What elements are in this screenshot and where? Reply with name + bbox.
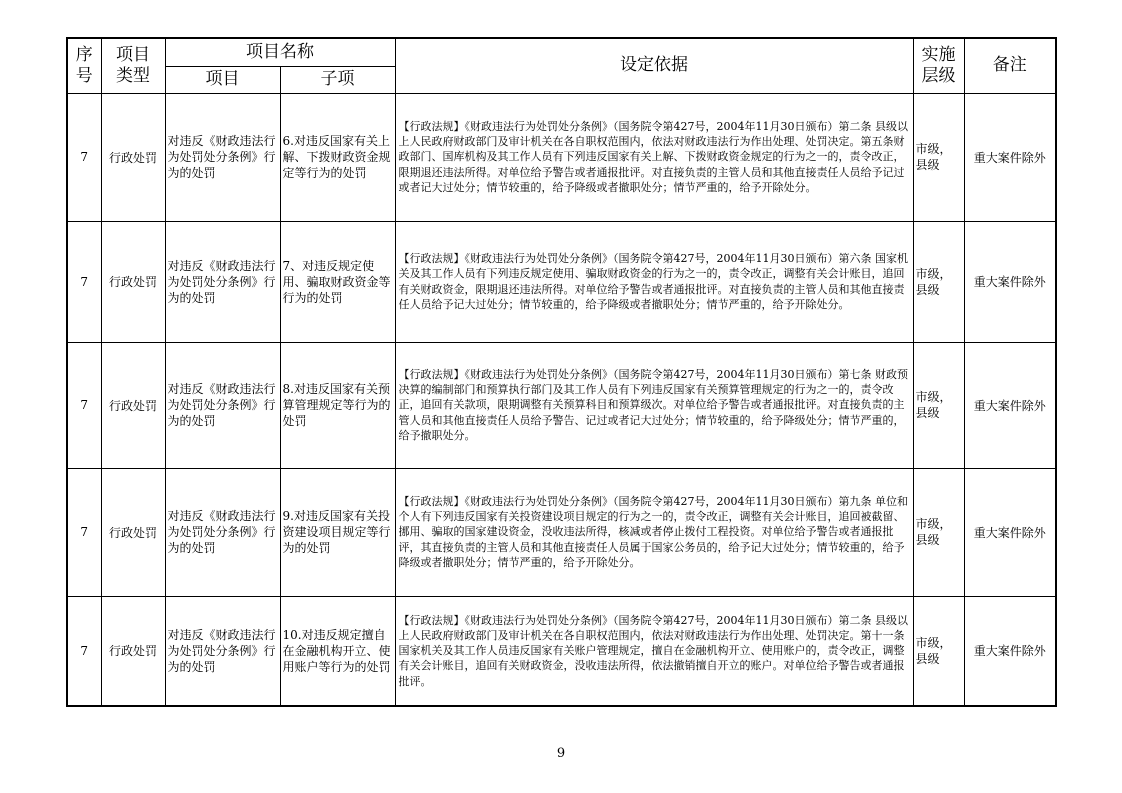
header-name-group: 项目名称 — [165, 38, 395, 66]
table-row — [67, 93, 1056, 221]
table-row — [67, 342, 1056, 468]
header-row-1 — [67, 38, 1056, 66]
row-remark: 重大案件除外 — [964, 596, 1056, 706]
row-item: 对违反《财政违法行为处罚处分条例》行为的处罚 — [165, 221, 280, 342]
row-subitem: 10.对违反规定擅自在金融机构开立、使用账户等行为的处罚 — [280, 596, 395, 706]
row-seq: 7 — [67, 93, 101, 221]
header-subitem: 子项 — [280, 66, 395, 93]
row-item: 对违反《财政违法行为处罚处分条例》行为的处罚 — [165, 93, 280, 221]
header-item: 项目 — [165, 66, 280, 93]
row-subitem: 9.对违反国家有关投资建设项目规定等行为的处罚 — [280, 468, 395, 596]
row-level: 市级，县级 — [913, 221, 964, 342]
row-seq: 7 — [67, 221, 101, 342]
table-row — [67, 468, 1056, 596]
row-level: 市级，县级 — [913, 468, 964, 596]
header-remark: 备注 — [964, 38, 1056, 93]
row-basis: 【行政法规】《财政违法行为处罚处分条例》（国务院令第427号，2004年11月30日颁布）第七条 财政预决算的编制部门和预算执行部门及其工作人员有下列违反国家有关预算管理规定的行为之一的，责令改正，追回有关款项，限期调整有关预算科目和预算级次。对单位给予警告或者通报批评。对直接负责的主管人员和其他直接责任人员给予警告、记过或者记大过处分；情节较重的，给予降级处分；情节严重的，给予撤职处分。 — [395, 342, 913, 468]
row-type: 行政处罚 — [101, 93, 165, 221]
row-type: 行政处罚 — [101, 221, 165, 342]
page-number: 9 — [556, 746, 566, 761]
row-level: 市级，县级 — [913, 342, 964, 468]
table-row — [67, 221, 1056, 342]
row-level: 市级，县级 — [913, 93, 964, 221]
row-seq: 7 — [67, 468, 101, 596]
row-remark: 重大案件除外 — [964, 93, 1056, 221]
header-basis: 设定依据 — [395, 38, 913, 93]
row-level: 市级，县级 — [913, 596, 964, 706]
header-type: 项目类型 — [101, 38, 165, 93]
row-remark: 重大案件除外 — [964, 221, 1056, 342]
row-subitem: 8.对违反国家有关预算管理规定等行为的处罚 — [280, 342, 395, 468]
row-basis: 【行政法规】《财政违法行为处罚处分条例》（国务院令第427号，2004年11月30日颁布）第九条 单位和个人有下列违反国家有关投资建设项目规定的行为之一的，责令改正，调整有关会计账目，追回被截留、挪用、骗取的国家建设资金，没收违法所得，核减或者停止拨付工程投资。对单位给予警告或者通报批评，其直接负责的主管人员和其他直接责任人员属于国家公务员的，给予记大过处分；情节较重的，给予降级或者撤职处分；情节严重的，给予开除处分。 — [395, 468, 913, 596]
row-remark: 重大案件除外 — [964, 468, 1056, 596]
row-type: 行政处罚 — [101, 342, 165, 468]
data-table — [66, 37, 1057, 707]
row-item: 对违反《财政违法行为处罚处分条例》行为的处罚 — [165, 596, 280, 706]
row-seq: 7 — [67, 342, 101, 468]
row-subitem: 6.对违反国家有关上解、下拨财政资金规定等行为的处罚 — [280, 93, 395, 221]
row-subitem: 7、对违反规定使用、骗取财政资金等行为的处罚 — [280, 221, 395, 342]
row-seq: 7 — [67, 596, 101, 706]
row-type: 行政处罚 — [101, 596, 165, 706]
row-remark: 重大案件除外 — [964, 342, 1056, 468]
table-row — [67, 596, 1056, 706]
row-item: 对违反《财政违法行为处罚处分条例》行为的处罚 — [165, 468, 280, 596]
row-item: 对违反《财政违法行为处罚处分条例》行为的处罚 — [165, 342, 280, 468]
row-basis: 【行政法规】《财政违法行为处罚处分条例》（国务院令第427号，2004年11月30日颁布）第六条 国家机关及其工作人员有下列违反规定使用、骗取财政资金的行为之一的，责令改正，调整有关会计账目，追回有关财政资金，限期退还违法所得。对单位给予警告或者通报批评。对直接负责的主管人员和其他直接责任人员给予记大过处分；情节较重的，给予降级或者撤职处分；情节严重的，给予开除处分。 — [395, 221, 913, 342]
header-seq: 序号 — [67, 38, 101, 93]
row-basis: 【行政法规】《财政违法行为处罚处分条例》（国务院令第427号，2004年11月30日颁布）第二条 县级以上人民政府财政部门及审计机关在各自职权范围内，依法对财政违法行为作出处理、处罚决定。第五条财政部门、国库机构及其工作人员有下列违反国家有关上解、下拨财政资金规定的行为之一的，责令改正，限期退还违法所得。对单位给予警告或者通报批评。对直接负责的主管人员和其他直接责任人员给予记过或者记大过处分；情节较重的，给予降级或者撤职处分；情节严重的，给予开除处分。 — [395, 93, 913, 221]
row-basis: 【行政法规】《财政违法行为处罚处分条例》（国务院令第427号，2004年11月30日颁布）第二条 县级以上人民政府财政部门及审计机关在各自职权范围内，依法对财政违法行为作出处理、处罚决定。第十一条国家机关及其工作人员违反国家有关账户管理规定，擅自在金融机构开立、使用账户的，责令改正，调整有关会计账目，追回有关财政资金，没收违法所得，依法撤销擅自开立的账户。对单位给予警告或者通报批评。 — [395, 596, 913, 706]
row-type: 行政处罚 — [101, 468, 165, 596]
header-level: 实施层级 — [913, 38, 964, 93]
